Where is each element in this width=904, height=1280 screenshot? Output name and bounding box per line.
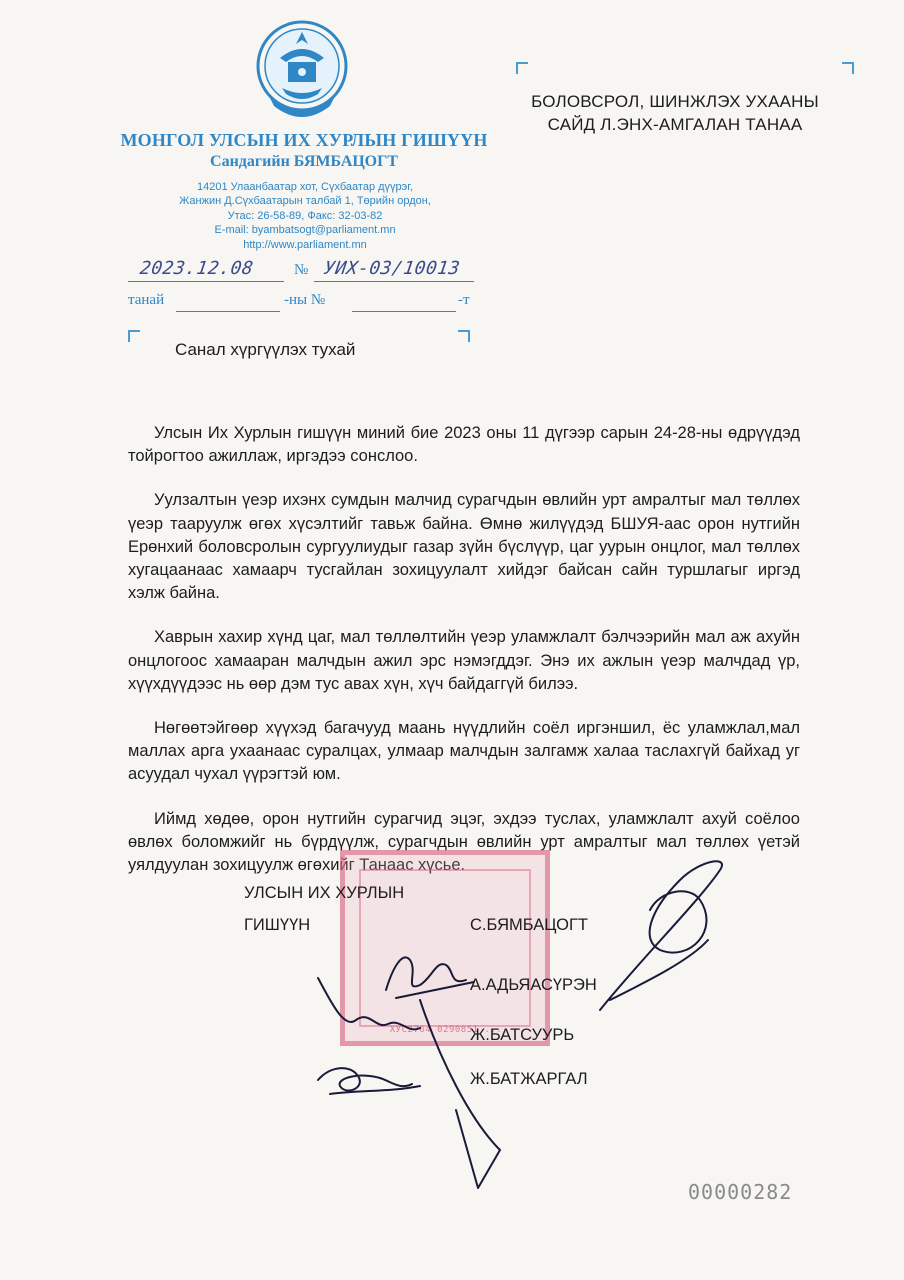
number-symbol: № [294,262,309,278]
addressee-block [500,90,850,136]
tanai-underline [176,311,280,312]
signatory-name: С.БЯМБАЦОГТ [470,916,588,934]
number-underline [314,281,474,282]
date-underline [128,281,284,282]
letter-subject: Санал хүргүүлэх тухай [175,340,356,359]
body-paragraph: Иймд хөдөө, орон нутгийн сурагчид эцэг, эхдээ туслах, уламжлалт ахуй соёлоо өвлөх боломжийг нь бүрдүүлж, сурагчдын өвлийн урт амралтыг мал төллөх үетэй уялдуулан зохицуулж өгөхийг Танаас хүсье. [128,809,800,875]
reference-row [128,258,488,284]
signatory-name: А.АДЬЯАСҮРЭН [470,976,597,994]
body-paragraph: Нөгөөтэйгөөр хүүхэд багачууд маань нүүдлийн соёл иргэншил, ёс уламжлал,мал маллах арга ухаанаас суралцах, улмаар малчдын залгамж халаа таслахгүй байхад уг асуудал чухал үүрэгтэй юм. [128,719,800,784]
letterhead-member-name: Сандагийн БЯМБАЦОГТ [210,153,398,170]
handwritten-date: 2023.12.08 [138,258,255,279]
official-stamp [340,850,550,1046]
address-line: Утас: 26-58-89, Факс: 32-03-82 [227,209,383,222]
signatory-name: Ж.БАТСУУРЬ [470,1026,575,1044]
subject-corner-mark [128,330,140,342]
body-paragraph: Улсын Их Хурлын гишүүн миний бие 2023 оны 11 дүгээр сарын 24-28-ны өдрүүдэд тойрогтоо ажиллаж, иргэдээ сонслоо. [128,424,800,466]
addressee-line: БОЛОВСРОЛ, ШИНЖЛЭХ УХААНЫ [531,92,819,111]
body-paragraph: Хаврын хахир хүнд цаг, мал төллөлтийн үеэр уламжлалт бэлчээрийн мал аж ахуйн онцлогоос хамааран малчдын ажил эрс нэмэгддэг. Энэ их ажлын үеэр малчдад үр, хүүхдүүдээс нь өөр дэм тус авах хүн, хүч байдаггүй билээ. [128,628,800,693]
t-label: -т [458,292,470,308]
letterhead-address [140,180,470,252]
letter-body [128,422,800,898]
addressee-line: САЙД Л.ЭНХ-АМГАЛАН ТАНАА [547,115,803,134]
address-line: Жанжин Д.Сүхбаатарын талбай 1, Төрийн ордон, [179,195,431,208]
addressee-corner-mark [842,62,854,74]
address-line: 14201 Улаанбаатар хот, Сүхбаатар дүүрэг, [197,181,413,193]
address-line: E-mail: byambatsogt@parliament.mn [214,224,396,237]
address-line: http://www.parliament.mn [243,238,367,251]
stamp-code: ХУС2764 0290851 ... [389,1025,503,1035]
page-number-stamp: 00000282 [688,1180,793,1204]
signature-role-line: ГИШҮҮН [244,916,311,934]
signature-role-line: УЛСЫН ИХ ХУРЛЫН [244,884,405,902]
ny-label: -ны № [284,292,326,308]
subject-corner-mark [458,330,470,342]
incoming-number-underline [352,311,456,312]
incoming-reference-row [128,292,488,314]
signatory-name: Ж.БАТЖАРГАЛ [470,1070,588,1088]
state-emblem-icon [252,18,352,128]
body-paragraph: Уулзалтын үеэр ихэнх сумдын малчид сурагчдын өвлийн урт амралтыг мал төллөх үеэр тааруулж өгөх хүсэлтийг тавьж байна. Өмнө жилүүдэд БШУЯ-аас орон нутгийн Ерөнхий боловсролын сургуулиудыг газар зүйн бүслүүр, цаг уурын онцлог, мал төллөх хугацаанаас хамаарч тусгайлан зохицуулалт хийдэг байсан сайн туршлагыг иргэд хэлж байна. [128,491,800,603]
letterhead-title: МОНГОЛ УЛСЫН ИХ ХУРЛЫН ГИШҮҮН [120,130,488,150]
handwritten-number: УИХ-03/10013 [322,258,462,279]
tanai-label: танай [128,292,165,308]
addressee-corner-mark [516,62,528,74]
